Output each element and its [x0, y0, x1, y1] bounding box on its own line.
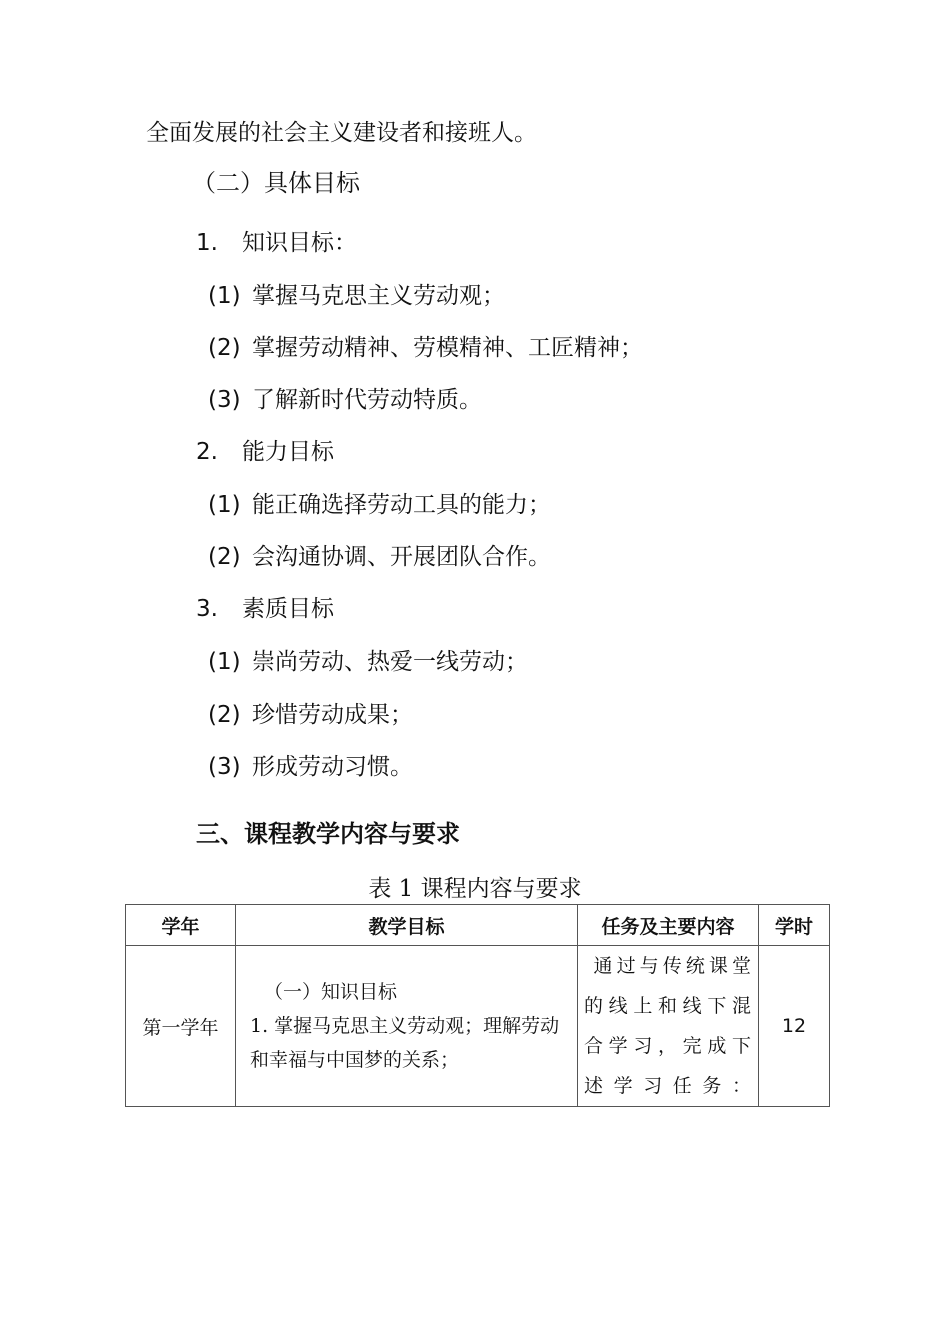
section-heading: 三、课程教学内容与要求: [196, 820, 460, 848]
list-item: [208, 385, 482, 415]
list-item-text: 会沟通协调、开展团队合作。: [252, 544, 551, 570]
list-item: [208, 333, 643, 363]
cell-task-line: 述学习任务：: [584, 1075, 752, 1097]
column-header-year: 学年: [126, 905, 236, 946]
list-item: [208, 542, 551, 572]
cell-hours: 12: [759, 946, 830, 1107]
list-item-marker: (1): [208, 283, 241, 309]
list-item: [208, 281, 505, 311]
column-header-task: 任务及主要内容: [578, 905, 759, 946]
list-item: [208, 647, 528, 677]
list-item-marker: (1): [208, 492, 241, 518]
list-item: [208, 700, 413, 730]
cell-goal-text: 1. 掌握马克思主义劳动观；理解劳动和幸福与中国梦的关系；: [250, 1015, 560, 1071]
goal-group-number: 1.: [196, 230, 218, 256]
cell-year: 第一学年: [126, 946, 236, 1107]
goal-group-quality: [196, 594, 334, 624]
list-item-marker: (2): [208, 544, 241, 570]
list-item-text: 了解新时代劳动特质。: [252, 387, 482, 413]
list-item-text: 能正确选择劳动工具的能力；: [252, 492, 551, 518]
cell-goal-heading: （一）知识目标: [264, 981, 398, 1003]
goal-group-title: 知识目标：: [242, 230, 357, 256]
paragraph-continuation: 全面发展的社会主义建设者和接班人。: [146, 120, 537, 146]
list-item-marker: (1): [208, 649, 241, 675]
list-item-marker: (2): [208, 335, 241, 361]
goal-group-number: 2.: [196, 439, 218, 465]
list-item-text: 珍惜劳动成果；: [252, 702, 413, 728]
list-item: [208, 752, 413, 782]
table-row: [126, 946, 830, 1107]
subsection-heading: （二）具体目标: [192, 169, 360, 197]
cell-task-line: 的线上和线下混: [584, 995, 752, 1017]
goal-group-title: 素质目标: [242, 596, 334, 622]
goal-group-knowledge: [196, 228, 357, 258]
list-item-marker: (2): [208, 702, 241, 728]
list-item: [208, 490, 551, 520]
list-item-text: 掌握马克思主义劳动观；: [252, 283, 505, 309]
list-item-marker: (3): [208, 754, 241, 780]
goal-group-ability: [196, 437, 334, 467]
goal-group-number: 3.: [196, 596, 218, 622]
table-caption: 表 1 课程内容与要求: [368, 876, 582, 902]
list-item-text: 形成劳动习惯。: [252, 754, 413, 780]
column-header-goal: 教学目标: [236, 905, 578, 946]
cell-task: [578, 946, 759, 1107]
list-item-text: 崇尚劳动、热爱一线劳动；: [252, 649, 528, 675]
column-header-hours: 学时: [759, 905, 830, 946]
goal-group-title: 能力目标: [242, 439, 334, 465]
table-header-row: [126, 905, 830, 946]
cell-goal: [236, 946, 578, 1107]
list-item-text: 掌握劳动精神、劳模精神、工匠精神；: [252, 335, 643, 361]
list-item-marker: (3): [208, 387, 241, 413]
course-content-table: [125, 904, 830, 1107]
cell-task-line: 合学习，完成下: [584, 1035, 752, 1057]
cell-task-line: 通过与传统课堂: [593, 955, 752, 977]
